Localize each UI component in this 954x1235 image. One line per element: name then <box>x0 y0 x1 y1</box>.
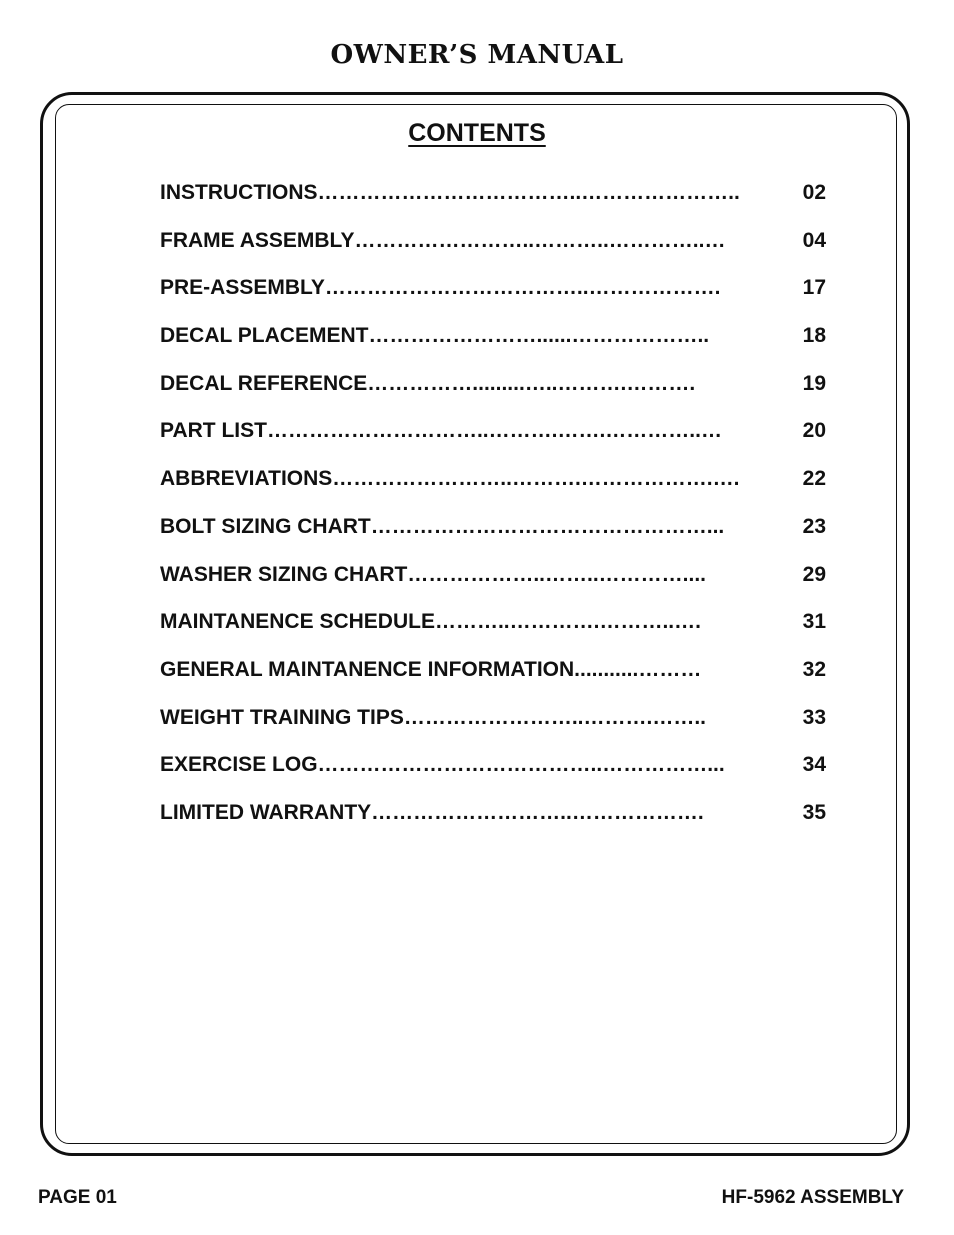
toc-entry-label: DECAL PLACEMENT……………………......……………….. <box>160 324 710 348</box>
toc-entry-page: 04 <box>802 228 826 252</box>
toc-entry-limited-warranty <box>160 801 826 849</box>
toc-entry-label: FRAME ASSEMBLY……………………..………..…………..… <box>160 228 726 252</box>
toc-entry-page: 02 <box>802 181 826 204</box>
toc-entry-general-maintanence-information <box>160 658 826 706</box>
toc-entry-page: 34 <box>802 753 826 777</box>
toc-entry-decal-reference <box>160 372 826 420</box>
toc-entry-label: INSTRUCTIONS………………………………..………………….. <box>160 181 740 204</box>
table-of-contents <box>160 181 826 849</box>
contents-heading: CONTENTS <box>408 119 546 147</box>
toc-entry-page: 29 <box>802 562 826 586</box>
toc-entry-bolt-sizing-chart <box>160 515 826 563</box>
toc-entry-weight-training-tips <box>160 706 826 754</box>
toc-entry-page: 35 <box>802 800 826 824</box>
toc-entry-page: 20 <box>802 419 826 443</box>
toc-entry-page: 23 <box>802 514 826 538</box>
toc-entry-page: 33 <box>802 705 826 729</box>
toc-entry-pre-assembly <box>160 276 826 324</box>
toc-entry-washer-sizing-chart <box>160 563 826 611</box>
toc-entry-label: PRE-ASSEMBLY………………………………..………………. <box>160 276 721 300</box>
toc-entry-page: 18 <box>802 324 826 348</box>
toc-entry-label: LIMITED WARRANTY………………………..………………. <box>160 800 704 824</box>
toc-entry-label: GENERAL MAINTANENCE INFORMATION...........……… <box>160 657 702 681</box>
toc-entry-instructions <box>160 181 826 229</box>
toc-entry-page: 19 <box>802 371 826 395</box>
toc-entry-exercise-log <box>160 753 826 801</box>
toc-entry-part-list <box>160 419 826 467</box>
toc-entry-label: BOLT SIZING CHART…………………………………………... <box>160 514 725 538</box>
toc-entry-maintanence-schedule <box>160 610 826 658</box>
toc-entry-page: 17 <box>802 276 826 300</box>
footer-model-label: HF-5962 ASSEMBLY <box>721 1187 904 1208</box>
toc-entry-label: MAINTANENCE SCHEDULE………..………….………..…. <box>160 610 701 634</box>
page-title: OWNER’S MANUAL <box>330 40 624 70</box>
toc-entry-page: 32 <box>802 657 826 681</box>
toc-entry-abbreviations <box>160 467 826 515</box>
toc-entry-label: EXERCISE LOG…………………………………..……………... <box>160 753 725 777</box>
toc-entry-page: 31 <box>802 610 826 634</box>
toc-entry-label: WASHER SIZING CHART………………..……..………….... <box>160 562 707 586</box>
toc-entry-label: DECAL REFERENCE…………….........…..……….………. <box>160 371 696 395</box>
toc-entry-label: ABBREVIATIONS……………………..……….……………….…. <box>160 467 740 491</box>
toc-entry-frame-assembly <box>160 229 826 277</box>
footer-page-number: PAGE 01 <box>38 1187 117 1208</box>
toc-entry-label: WEIGHT TRAINING TIPS……………………..……….…….. <box>160 705 706 729</box>
toc-entry-page: 22 <box>802 467 826 491</box>
toc-entry-label: PART LIST…………………………..……….…….…………..… <box>160 419 722 443</box>
toc-entry-decal-placement <box>160 324 826 372</box>
